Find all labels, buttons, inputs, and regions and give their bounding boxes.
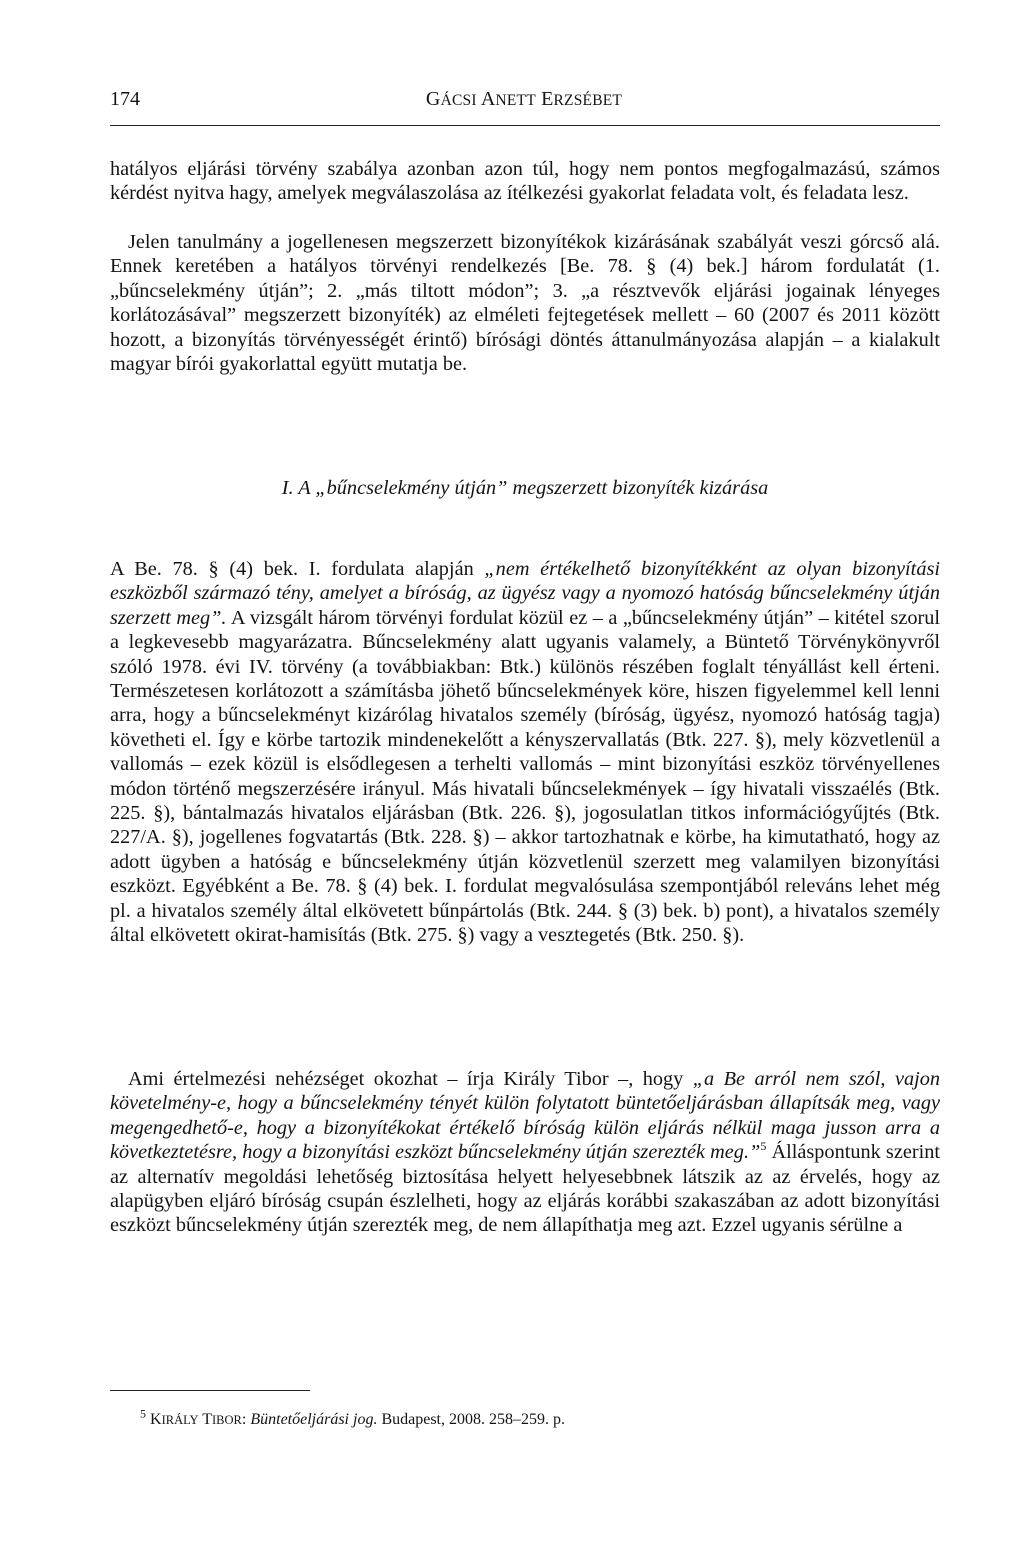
footnote-title: Büntetőeljárási jog.	[250, 1411, 378, 1428]
paragraph-4: Ami értelmezési nehézséget okozhat – írja Király Tibor –, hogy „a Be arról nem szól, vajon követelmény-e, hogy a bűncselekmény tényét külön folytatott büntetőeljárásban állapítsák meg, vagy megengedhető-e, hogy a bizonyítékokat értékelő bíróság külön eljárás nélkül maga jusson arra a következtetésre, hogy a bizonyítási eszközt bűncselekmény útján szerezték meg.”$^5$ Álláspontunk szerint az alternatív megoldási lehetőség biztosítása helyett helyesebbnek látszik az az érvelés, hogy az alapügyben eljáró bíróság csupán észlelheti, hogy az eljárás korábbi szakaszában az adott bizonyítási eszközt bűncselekmény útján szerezték meg, de nem állapíthatja meg azt. Ezzel ugyanis sérülne a	[110, 1068, 940, 1237]
running-head-author: GÁCSI ANETT ERZSÉBET	[425, 88, 623, 110]
kiraly-quote: „a Be arról nem szól, vajon követelmény-e, hogy a bűncselekmény tényét külön folytatott büntetőeljárásban állapítsák meg, vagy megengedhető-e, hogy a bizonyítékokat értékelő bíróság külön eljárás nélkül maga jusson arra a következtetésre, hogy a bizonyítási eszközt bűncselekmény útján szerezték meg.”	[110, 1068, 940, 1164]
header-rule	[110, 125, 940, 126]
footnote: $^5$ KIRÁLY TIBOR: Büntetőeljárási jog. Budapest, 2008. 258–259. p.	[140, 1406, 565, 1428]
section-heading: I. A „bűncselekmény útján” megszerzett bizonyíték kizárása	[281, 477, 769, 499]
statute-quote: „nem értékelhető bizonyítékként az olyan bizonyítási eszközből származó tény, amelyet a bíróság, az ügyész vagy a nyomozó hatóság bűncselekmény útján szerzett meg”.	[110, 558, 940, 629]
footnote-rule	[110, 1390, 310, 1391]
footnote-number: 5	[140, 1406, 146, 1421]
footnote-ref: 5	[760, 1139, 767, 1154]
page-header	[110, 88, 938, 118]
paragraph-1: hatályos eljárási törvény szabálya azonban azon túl, hogy nem pontos megfogalmazású, számos kérdést nyitva hagy, amelyek megválaszolása az ítélkezési gyakorlat feladata volt, és feladata lesz.	[110, 158, 940, 205]
paragraph-3: A Be. 78. § (4) bek. I. fordulata alapján „nem értékelhető bizonyítékként az olyan bizonyítási eszközből származó tény, amelyet a bíróság, az ügyész vagy a nyomozó hatóság bűncselekmény útján szerzett meg”. A vizsgált három törvényi fordulat közül ez – a „bűncselekmény útján” – kitétel szorul a legkevesebb magyarázatra. Bűncselekmény alatt ugyanis valamely, a Büntető Törvénykönyvről szóló 1978. évi IV. törvény (a továbbiakban: Btk.) különös részében foglalt tényállást kell érteni. Természetesen korlátozott a számításba jöhető bűncselekmények köre, hiszen figyelemmel kell lenni arra, hogy a bűncselekményt kizárólag hivatalos személy (bíróság, ügyész, nyomozó hatóság tagja) követheti el. Így e körbe tartozik mindenekelőtt a kényszervallatás (Btk. 227. §), mely közvetlenül a vallomás – ezek közül is elsődlegesen a terhelti vallomás – mint bizonyítási eszköz törvényellenes módon történő megszerzésére irányul. Más hivatali bűncselekmények – így hivatali visszaélés (Btk. 225. §), bántalmazás hivatalos eljárásban (Btk. 226. §), jogosulatlan titkos információgyűjtés (Btk. 227/A. §), jogellenes fogvatartás (Btk. 228. §) – akkor tartozhatnak e körbe, ha kimutatható, hogy az adott ügyben a hatóság e bűncselekmény útján közvetlenül szerzett meg valamilyen bizonyítási eszközt. Egyébként a Be. 78. § (4) bek. I. fordulat megvalósulása szempontjából releváns lehet még pl. a hivatalos személy által elkövetett bűnpártolás (Btk. 244. § (3) bek. b) pont), a hivatalos személy által elkövetett okirat-hamisítás (Btk. 275. §) vagy a vesztegetés (Btk. 250. §).	[110, 558, 940, 947]
paragraph-2: Jelen tanulmány a jogellenesen megszerzett bizonyítékok kizárásának szabályát veszi górcső alá. Ennek keretében a hatályos törvényi rendelkezés [Be. 78. § (4) bek.] három fordulatát (1. „bűncselekmény útján”; 2. „más tiltott módon”; 3. „a résztvevők eljárási jogainak lényeges korlátozásával” megszerzett bizonyíték) az elméleti fejtegetések mellett – 60 (2007 és 2011 között hozott, a bizonyítás törvényességét érintő) bírósági döntés áttanulmányozása alapján – a kialakult magyar bírói gyakorlattal együtt mutatja be.	[110, 231, 940, 376]
page-number: 174	[110, 88, 140, 110]
